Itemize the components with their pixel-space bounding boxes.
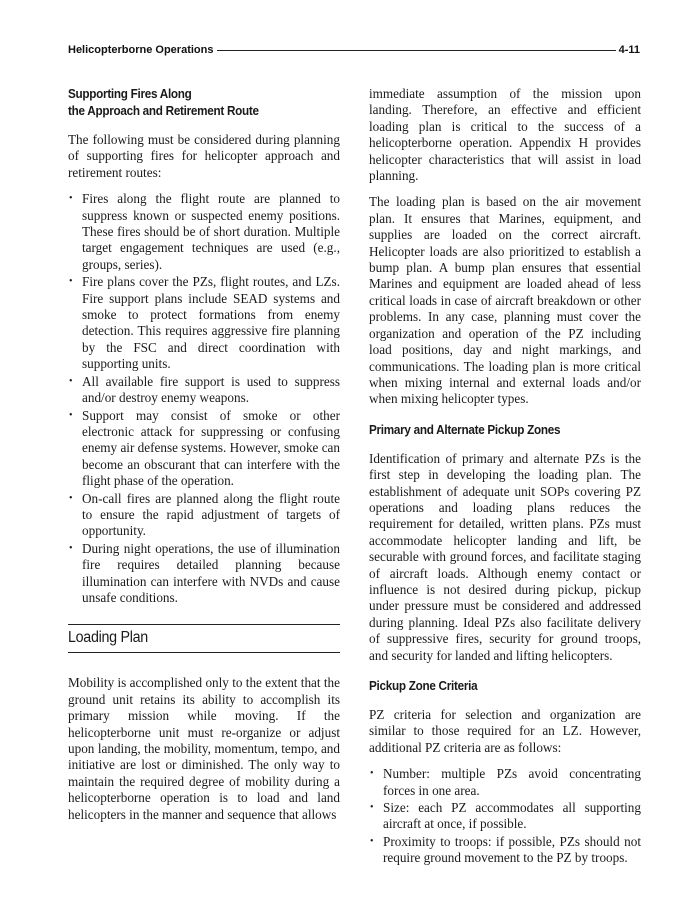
left-column	[68, 86, 340, 833]
header-rule	[217, 50, 615, 51]
section-supporting-fires	[68, 86, 340, 606]
list-item: • On-call fires are planned along the flight route to ensure the rapid adjustment of targets of opportunity.	[69, 490, 340, 539]
continuation-paragraph: immediate assumption of the mission upon landing. Therefore, an effective and efficient loading plan is critical to the success of a helicopterborne operation. Appendix H provides helicopter characteristics that will assist in load planning.	[369, 86, 641, 184]
supporting-fires-list	[68, 191, 340, 606]
bullet-icon: •	[370, 768, 374, 780]
list-item: • Number: multiple PZs avoid concentrating forces in one area.	[370, 766, 641, 798]
pz-criteria-paragraph: PZ criteria for selection and organization are similar to those required for an LZ. However, additional PZ criteria are as follows:	[369, 707, 641, 755]
page-number: 4-11	[618, 44, 640, 56]
list-item: • Size: each PZ accommodates all supporting aircraft at once, if possible.	[370, 800, 641, 832]
list-item: • Proximity to troops: if possible, PZs should not require ground movement to the PZ by troops.	[370, 833, 641, 866]
primary-alternate-pz-paragraph: Identification of primary and alternate PZs is the first step in developing the loading plan. The establishment of adequate unit SOPs covering PZ operations and loading plans reduces the requirement for detailed, written plans. PZs must accommodate helicopter landing and lift, be securable with ground forces, and facilitate staging of aircraft loads. Although enemy contact or influence is not desired during pickup, pickup under pressure must be considered and addressed during planning. Ideal PZs also facilitate delivery of suppressive fires, security for ground troops, and security for landed and lifting helicopters.	[369, 450, 641, 663]
pz-criteria-list	[369, 766, 641, 866]
section-loading-plan	[68, 624, 340, 823]
bullet-icon: •	[69, 492, 73, 504]
section-heading-line2: the Approach and Retirement Route	[68, 104, 259, 118]
section-heading: Pickup Zone Criteria	[369, 679, 478, 693]
loading-plan-heading-block	[68, 624, 340, 653]
section-heading: Supporting Fires Along	[68, 87, 192, 101]
bullet-icon: •	[69, 276, 73, 288]
bullet-icon: •	[370, 835, 374, 847]
right-column	[369, 86, 641, 877]
list-item: • Fires along the flight route are planned to suppress known or suspected enemy positions. These fires should be of short duration. Multiple target engagement techniques are used (e.g., groups, series).	[69, 191, 340, 272]
bullet-icon: •	[69, 409, 73, 421]
section-primary-alternate-pz	[369, 422, 641, 664]
running-header-title: Helicopterborne Operations	[68, 44, 214, 56]
bullet-icon: •	[370, 802, 374, 814]
bullet-icon: •	[69, 193, 73, 205]
list-item: • Support may consist of smoke or other electronic attack for suppressing or confusing enemy air defense systems. However, smoke can become an obscurant that can interfere with the flight phase of the operation.	[69, 407, 341, 489]
section-heading-loading-plan: Loading Plan	[68, 629, 148, 647]
intro-paragraph: The following must be considered during planning of supporting fires for helicopter approach and retirement routes:	[68, 132, 340, 180]
list-item: • All available fire support is used to suppress and/or destroy enemy weapons.	[69, 373, 340, 406]
section-heading: Primary and Alternate Pickup Zones	[369, 422, 561, 437]
running-header	[68, 42, 640, 58]
bullet-icon: •	[69, 375, 73, 387]
loading-plan-paragraph: Mobility is accomplished only to the extent that the ground unit retains its ability to accomplish its primary mission while moving. If the helicopterborne unit must re-organize or adjust upon landing, the mobility, momentum, tempo, and initiative are lost or diminished. The only way to maintain the required degree of mobility during a helicopterborne operation is to load and land helicopters in the manner and sequence that allows	[68, 675, 340, 822]
list-item: • Fire plans cover the PZs, flight routes, and LZs. Fire support plans include SEAD systems and smoke to protect formations from enemy detection. This requires aggressive fire planning by the FSC and direct coordination with supporting units.	[69, 274, 340, 372]
bullet-icon: •	[69, 542, 73, 554]
section-pickup-zone-criteria	[369, 678, 641, 867]
list-item: • During night operations, the use of illumination fire requires detailed planning because illumination can interfere with NVDs and cause unsafe conditions.	[69, 540, 340, 605]
loading-plan-detail-paragraph: The loading plan is based on the air movement plan. It ensures that Marines, equipment, and supplies are loaded on the correct aircraft. Helicopter loads are also prioritized to establish a bump plan. A bump plan ensures that essential Marines and equipment are loaded ahead of less critical loads in case of aircraft breakdown or other problems. In any case, planning must cover the organization and operation of the PZ including load positions, day and night markings, and communications. The loading plan is more critical when mixing internal and external loads and/or when mixing helicopter types.	[369, 194, 641, 407]
